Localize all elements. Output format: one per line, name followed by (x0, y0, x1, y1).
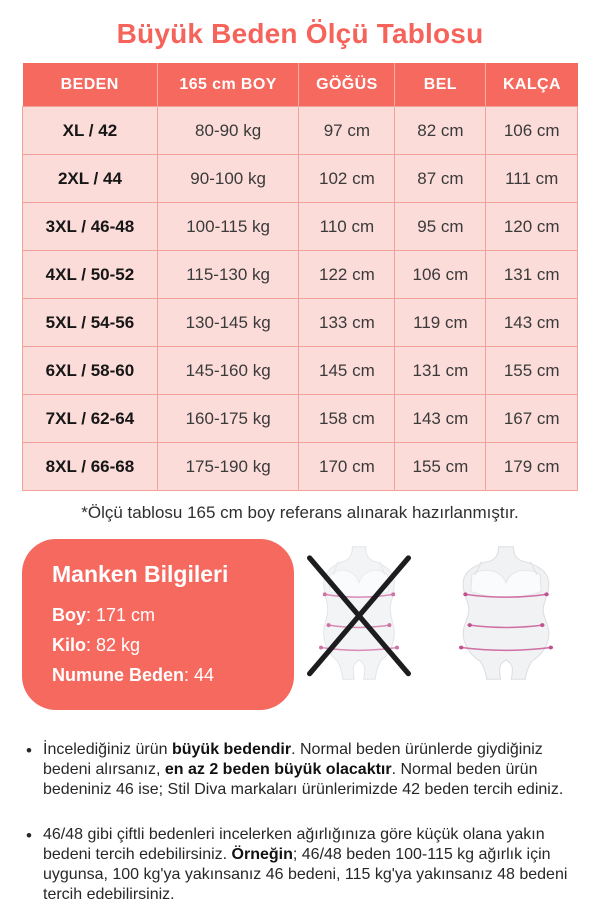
size-cell: 7XL / 62-64 (23, 395, 158, 443)
col-header-boy: 165 cm BOY (157, 63, 299, 107)
size-cell: XL / 42 (23, 107, 158, 155)
table-row (23, 299, 578, 347)
body-figures (294, 539, 578, 683)
model-info-section (22, 539, 578, 710)
size-cell: 8XL / 66-68 (23, 443, 158, 491)
measurement-cell: 97 cm (299, 107, 395, 155)
model-weight-row: Kilo: 82 kg (52, 635, 141, 655)
measurement-cell: 158 cm (299, 395, 395, 443)
measurement-cell: 170 cm (299, 443, 395, 491)
measurement-cell: 120 cm (486, 203, 578, 251)
model-info-title: Manken Bilgileri (52, 561, 229, 587)
measurement-cell: 87 cm (395, 155, 486, 203)
measurement-cell: 110 cm (299, 203, 395, 251)
table-row (23, 251, 578, 299)
size-table-container (22, 63, 578, 491)
measurement-cell: 130-145 kg (157, 299, 299, 347)
col-header-bel: BEL (395, 63, 486, 107)
model-info-card (22, 539, 294, 710)
model-height-row: Boy: 171 cm (52, 605, 156, 625)
table-row (23, 395, 578, 443)
size-cell: 5XL / 54-56 (23, 299, 158, 347)
table-row (23, 203, 578, 251)
measurement-cell: 143 cm (486, 299, 578, 347)
measurement-cell: 145-160 kg (157, 347, 299, 395)
size-cell: 4XL / 50-52 (23, 251, 158, 299)
col-header-beden: BEDEN (23, 63, 158, 107)
col-header-kalca: KALÇA (486, 63, 578, 107)
measurement-cell: 90-100 kg (157, 155, 299, 203)
table-row (23, 107, 578, 155)
size-cell: 3XL / 46-48 (23, 203, 158, 251)
measurement-cell: 111 cm (486, 155, 578, 203)
measurement-cell: 100-115 kg (157, 203, 299, 251)
measurement-cell: 122 cm (299, 251, 395, 299)
col-header-gogus: GÖĞÜS (299, 63, 395, 107)
measurement-cell: 160-175 kg (157, 395, 299, 443)
measurement-cell: 155 cm (486, 347, 578, 395)
measurement-cell: 145 cm (299, 347, 395, 395)
page-title: Büyük Beden Ölçü Tablosu (116, 18, 484, 49)
measurement-cell: 115-130 kg (157, 251, 299, 299)
size-cell: 2XL / 44 (23, 155, 158, 203)
measurement-cell: 106 cm (395, 251, 486, 299)
measurement-cell: 133 cm (299, 299, 395, 347)
measurement-cell: 167 cm (486, 395, 578, 443)
measurement-cell: 102 cm (299, 155, 395, 203)
body-silhouette (463, 547, 549, 680)
measurement-cell: 179 cm (486, 443, 578, 491)
note-item: • 46/48 gibi çiftli bedenleri incelerken ağırlığınıza göre küçük olana yakın bedeni tercih edebilirsiniz. Örneğin; 46/48 beden 100-115 kg ağırlık için uygunsa, 100 kg'ya yakınsanız 46 bedeni, 115 kg'ya yakınsanız 48 bedeni tercih edebilirsiniz. (24, 825, 576, 905)
measurement-cell: 82 cm (395, 107, 486, 155)
measurement-cell: 175-190 kg (157, 443, 299, 491)
measurement-cell: 106 cm (486, 107, 578, 155)
size-table-header (23, 63, 578, 107)
sizing-notes (24, 740, 576, 905)
measurement-cell: 131 cm (486, 251, 578, 299)
crossed-body-illustration (302, 543, 416, 683)
table-row (23, 347, 578, 395)
measurement-cell: 155 cm (395, 443, 486, 491)
measurement-cell: 143 cm (395, 395, 486, 443)
measurement-cell: 80-90 kg (157, 107, 299, 155)
header-row (23, 63, 578, 107)
size-table (22, 63, 578, 491)
table-footnote: *Ölçü tablosu 165 cm boy referans alınarak hazırlanmıştır. (81, 503, 519, 522)
model-sample-size-row: Numune Beden: 44 (52, 665, 215, 685)
measurement-cell: 95 cm (395, 203, 486, 251)
correct-body-illustration (442, 543, 570, 683)
table-row (23, 443, 578, 491)
size-cell: 6XL / 58-60 (23, 347, 158, 395)
measurement-cell: 119 cm (395, 299, 486, 347)
note-item: • İncelediğiniz ürün büyük bedendir. Normal beden ürünlerde giydiğiniz bedeni alırsanız, en az 2 beden büyük olacaktır. Normal beden ürün bedeniniz 46 ise; Stil Diva markaları ürünlerimizde 42 beden tercih ediniz. (24, 740, 576, 800)
table-row (23, 155, 578, 203)
measurement-cell: 131 cm (395, 347, 486, 395)
size-table-body (23, 107, 578, 491)
